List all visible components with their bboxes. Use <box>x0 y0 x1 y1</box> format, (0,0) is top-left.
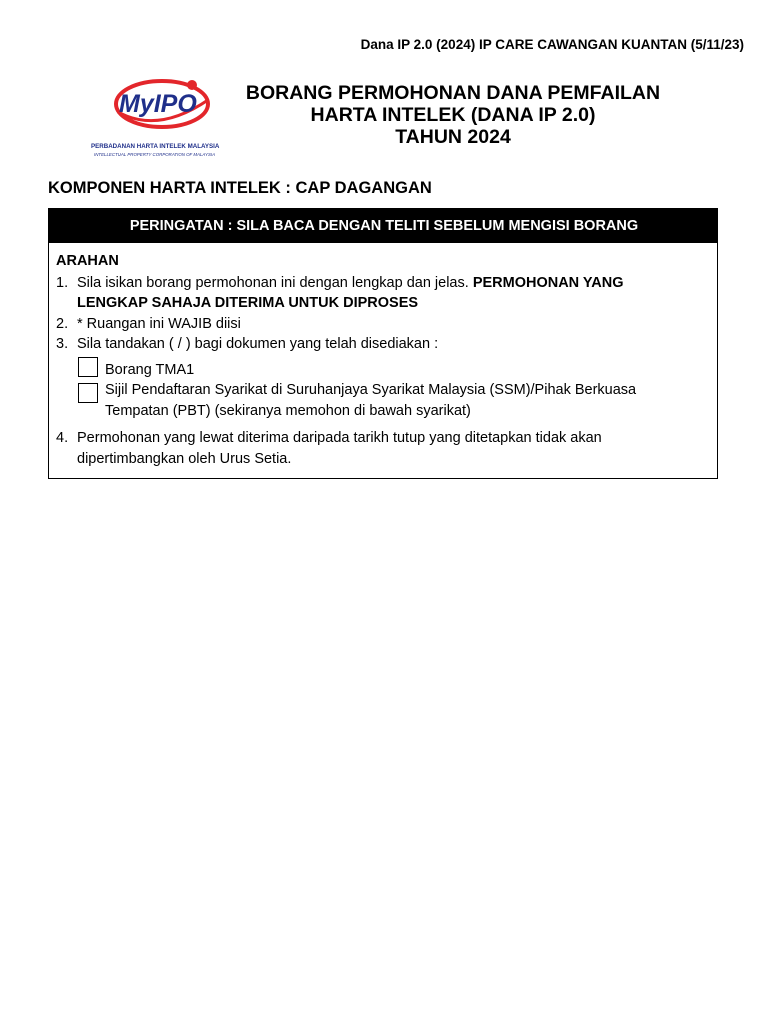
instructions-panel <box>48 208 718 479</box>
checklist-label: Sijil Pendaftaran Syarikat di Suruhanjaya Syarikat Malaysia (SSM)/Pihak Berkuasa Tempatan (PBT) (sekiranya memohon di bawah syarikat) <box>105 382 637 419</box>
item-number: 4. <box>56 430 69 446</box>
item-text: Sila tandakan ( / ) bagi dokumen yang telah disediakan : <box>77 336 439 352</box>
title-line-2: HARTA INTELEK (DANA IP 2.0) <box>310 104 596 126</box>
logo-name-text: PERBADANAN HARTA INTELEK MALAYSIA <box>91 143 220 150</box>
item-number: 2. <box>56 315 69 332</box>
item-text: Permohonan yang lewat diterima daripada tarikh tutup yang ditetapkan tidak akan dipertimbangkan oleh Urus Setia. <box>77 430 602 467</box>
document-reference: Dana IP 2.0 (2024) IP CARE CAWANGAN KUANTAN (5/11/23) <box>360 37 744 52</box>
item-text: * Ruangan ini WAJIB diisi <box>77 315 241 332</box>
item-text-bold: PERMOHONAN YANG LENGKAP SAHAJA DITERIMA UNTUK DIPROSES <box>77 274 624 311</box>
item-number: 1. <box>56 274 69 291</box>
warning-header: PERINGATAN : SILA BACA DENGAN TELITI SEBELUM MENGISI BORANG <box>49 209 717 243</box>
checklist-label: Borang TMA1 <box>105 361 195 378</box>
item-text <box>77 273 657 314</box>
logo-brand-text: MyIPO <box>119 90 197 118</box>
title-line-3: TAHUN 2024 <box>395 126 511 148</box>
instructions-body <box>49 243 717 469</box>
instruction-item-2 <box>56 314 717 335</box>
instruction-item-4 <box>56 428 717 469</box>
form-title <box>230 82 676 148</box>
title-line-1: BORANG PERMOHONAN DANA PEMFAILAN <box>245 82 661 104</box>
checklist-item-borang-tma1 <box>78 360 717 381</box>
myipo-logo <box>88 76 236 160</box>
logo-subtitle-text: INTELLECTUAL PROPERTY CORPORATION OF MALAYSIA <box>94 152 216 157</box>
component-heading: KOMPONEN HARTA INTELEK : CAP DAGANGAN <box>48 179 432 197</box>
instruction-item-1 <box>56 273 717 314</box>
instruction-item-3 <box>56 334 717 355</box>
sijil-pendaftaran-checkbox[interactable] <box>78 383 98 403</box>
borang-tma1-checkbox[interactable] <box>78 357 98 377</box>
checklist-item-sijil-pendaftaran <box>78 380 717 421</box>
item-number: 3. <box>56 336 69 352</box>
item-text-normal: Sila isikan borang permohonan ini dengan lengkap dan jelas. <box>77 274 473 291</box>
instructions-heading: ARAHAN <box>56 253 119 269</box>
